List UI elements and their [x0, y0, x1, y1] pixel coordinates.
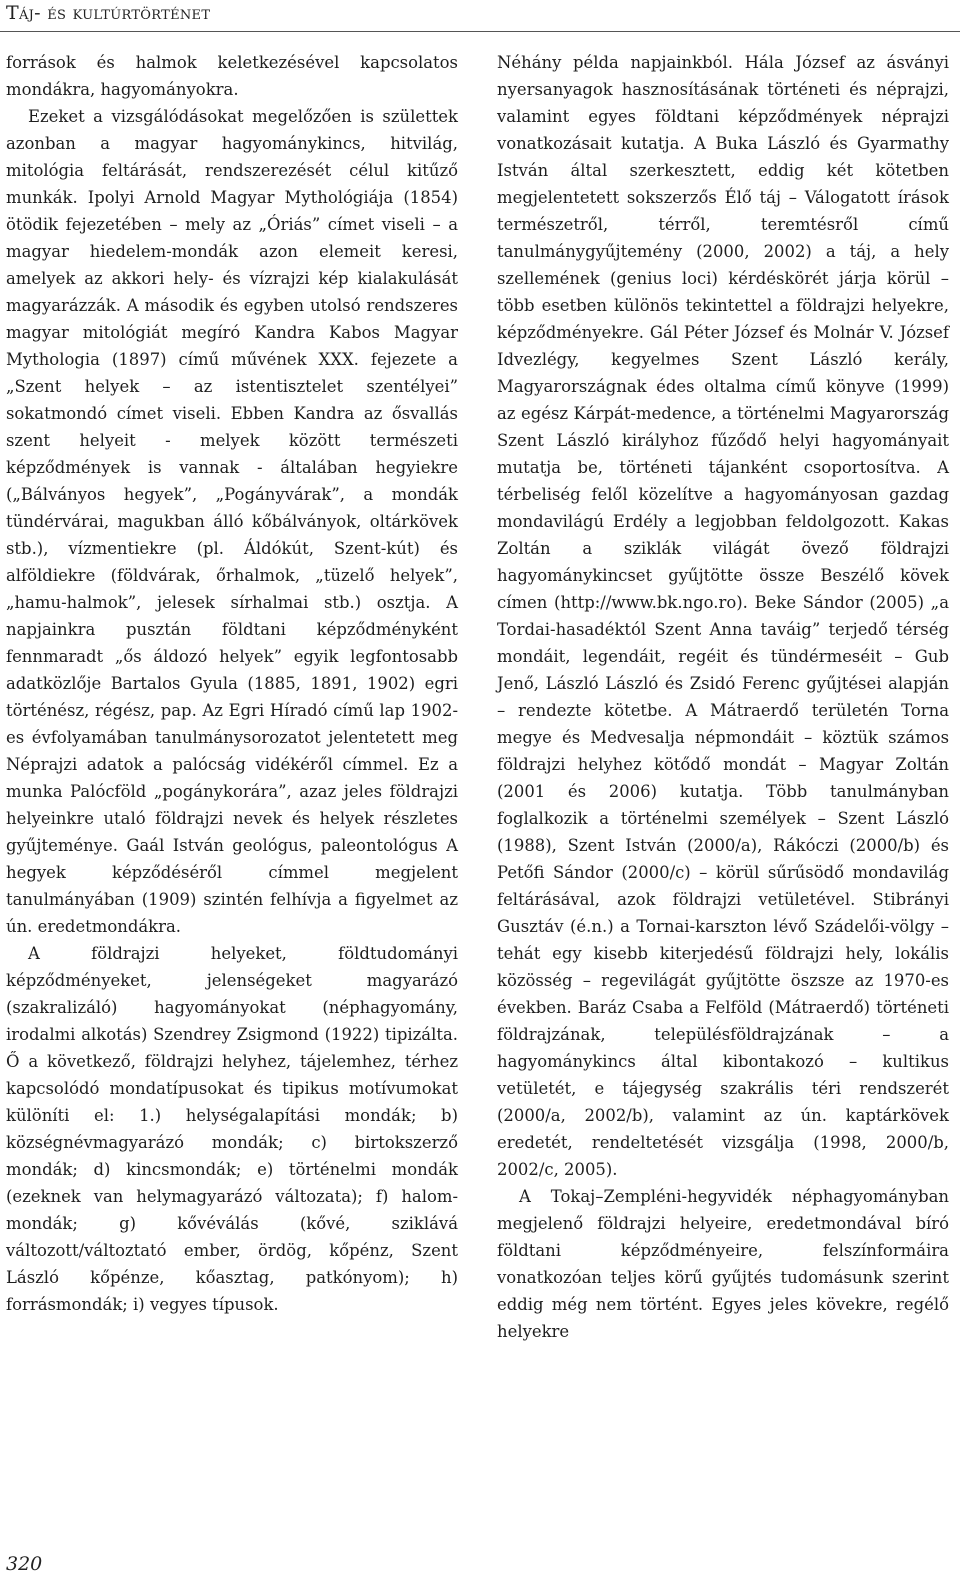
paragraph: Ezeket a vizsgálódásokat megelőzően is születtek azonban a magyar hagyománykincs, hitvilág, mitológia feltárását, rendszerezését célul kitűző munkák. Ipolyi Arnold Magyar Mythológiája (1854) ötödik fejezetében – mely az „Óriás” címet viseli – a magyar hiedelem-mondák azon elemeit keresi, amelyek az akkori hely- és vízrajzi kép kialakulását magyarázzák. A második és egyben utolsó rendszeres magyar mitológiát megíró Kandra Kabos Magyar Mythologia (1897) című művének XXX. fejezete a „Szent helyek – az istentisztelet szentélyei” sokatmondó címet viseli. Ebben Kandra az ősvallás szent helyeit - melyek között természeti képződmények is vannak - általában hegyiekre („Bálványos hegyek”, „Pogányvárak”, a mondák tündérvárai, magukban álló kőbálványok, oltárkövek stb.), vízmentiekre (pl. Áldókút, Szent-kút) és alföldiekre (földvárak, őrhalmok, „tüzelő helyek”, „hamu-halmok”, jelesek sírhalmai stb.) osztja. A napjainkra pusztán földtani képződményként fennmaradt „ős áldozó helyek” egyik legfontosabb adatközlője Bartalos Gyula (1885, 1891, 1902) egri történész, régész, pap. Az Egri Híradó című lap 1902-es évfolyamában tanulmánysorozatot jelentetett meg Néprajzi adatok a palócság vidékéről címmel. Ez a munka Palócföld „pogánykorára”, azaz jeles földrajzi helyeinkre utaló földrajzi nevek és helyek részletes gyűjteménye. Gaál István geológus, paleontológus A hegyek képződéséről címmel megjelent tanulmányában (1909) szintén felhívja a figyelmet az ún. eredetmondákra.	[6, 107, 458, 936]
paragraph: Néhány példa napjainkból. Hála József az ásványi nyersanyagok hasznosításának történeti és néprajzi, valamint egyes földtani képződmények néprajzi vonatkozásait kutatja. A Buka László és Gyarmathy István által szerkesztett, eddig két kötetben megjelentetett sokszerzős Élő táj – Válogatott írások természetről, térről, teremtésről című tanulmánygyűjtemény (2000, 2002) a táj, a hely szellemének (genius loci) kérdéskörét járja körül – több esetben különös tekintettel a földrajzi helyekre, képződményekre. Gál Péter József és Molnár V. József Idvezlégy, kegyelmes Szent László kerály, Magyarországnak édes oltalma című könyve (1999) az egész Kárpát-medence, a történelmi Magyarország Szent László királyhoz fűződő helyi hagyományait mutatja be, történeti tájanként csoportosítva. A térbeliség felől közelítve a hagyományosan gazdag mondavilágú Erdély a legjobban feldolgozott. Kakas Zoltán a sziklák világát övező földrajzi hagyománykincset gyűjtötte össze Beszélő kövek címen (http://www.bk.ngo.ro). Beke Sándor (2005) „a Tordai-hasadéktól Szent Anna taváig” terjedő térség mondáit, legendáit, regéit és tündérmeséit – Gub Jenő, László László és Zsidó Ferenc gyűjtései alapján – rendezte kötetbe. A Mátraerdő területén Torna megye és Medvesalja népmondáit – köztük számos földrajzi helyhez kötődő mondát – Magyar Zoltán (2001 és 2006) kutatja. Több tanulmányban foglalkozik a történelmi személyek – Szent László (1988), Szent István (2000/a), Rákóczi (2000/b) és Petőfi Sándor (2000/c) – körül sűrűsödő mondavilág feltárásával, azok földrajzi vetületével. Stibrányi Gusztáv (é.n.) a Tornai-karszton lévő Szádelői-völgy – tehát egy kisebb kiterjedésű földrajzi hely, lokális közösség – regevilágát gyűjtötte öszsze az 1970-es években. Baráz Csaba a Felföld (Mátraerdő) történeti földrajzának, településföldrajzának – a hagyománykincs által kibontakozó – kultikus vetületét, e tájegység szakrális téri rendszerét (2000/a, 2002/b), valamint az ún. kaptárkövek eredetét, rendeltetését vizsgálja (1998, 2000/b, 2002/c, 2005).	[497, 53, 949, 1179]
right-column	[497, 49, 949, 1345]
running-head: Táj- és kultúrtörténet	[6, 2, 211, 24]
paragraph: források és halmok keletkezésével kapcsolatos mondákra, hagyományokra.	[6, 53, 458, 99]
paragraph: A földrajzi helyeket, földtudományi képződményeket, jelenségeket magyarázó (szakralizáló) hagyományokat (néphagyomány, irodalmi alkotás) Szendrey Zsigmond (1922) tipizálta. Ő a következő, földrajzi helyhez, tájelemhez, térhez kapcsolódó mondatípusokat és tipikus motívumokat különíti el: 1.) helységalapítási mondák; b) községnévmagyarázó mondák; c) birtokszerző mondák; d) kincsmondák; e) történelmi mondák (ezeknek van helymagyarázó változata); f) halom-mondák; g) kővéválás (kővé, sziklává változott/változtató ember, ördög, kőpénz, Szent László kőpénze, kőasztag, patkónyom); h) forrásmondák; i) vegyes típusok.	[6, 944, 458, 1314]
paragraph: A Tokaj–Zempléni-hegyvidék néphagyományban megjelenő földrajzi helyeire, eredetmondával bíró földtani képződményeire, felszínformáira vonatkozóan teljes körű gyűjtés tudomásunk szerint eddig még nem történt. Egyes jeles kövekre, regélő helyekre	[497, 1187, 949, 1341]
header-rule	[0, 31, 960, 32]
left-column	[6, 49, 458, 1318]
page-number: 320	[6, 1553, 43, 1575]
